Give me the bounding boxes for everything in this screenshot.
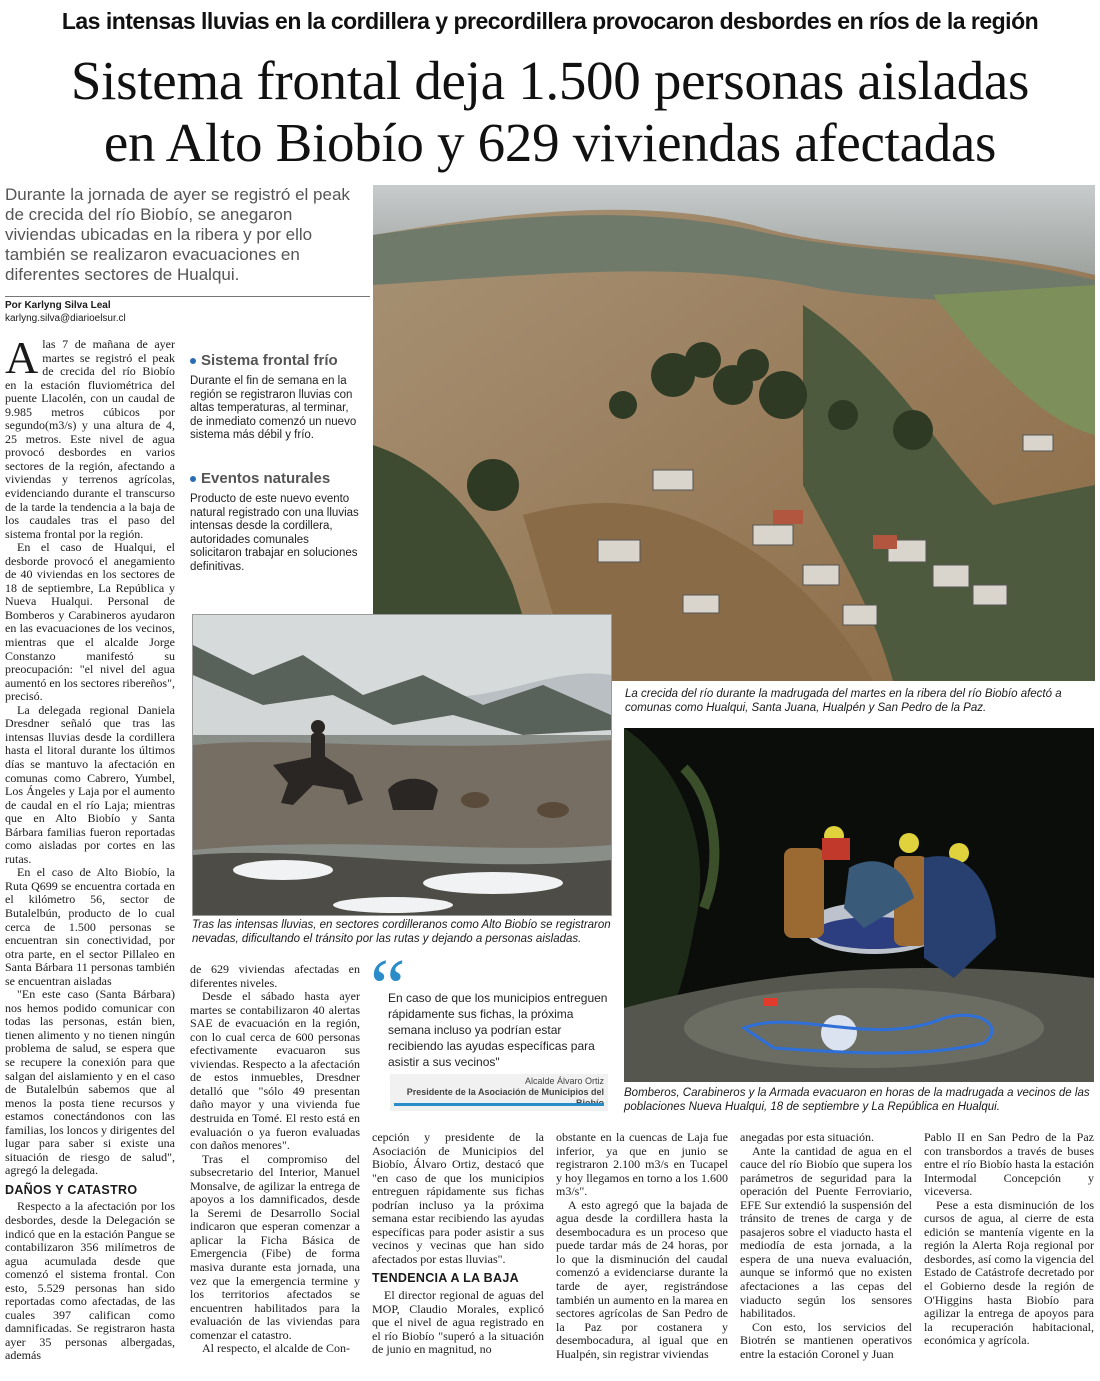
snow-crossing-illustration: [193, 615, 611, 915]
quote-role: Presidente de la Asociación de Municipios del: [406, 1087, 604, 1097]
col1-paragraph-4: En el caso de Alto Biobío, la Ruta Q699 se encuentra cortada en el kilómetro 56, sector de Butalelbún, producto de lo cual cerca de 1.500 personas se encuentran sin conectividad, por otra parte, en el sector Pillaleo en Santa Bárbara 11 personas también se encuentran aisladas: [5, 865, 175, 988]
subhead-tendencia: TENDENCIA A LA BAJA: [372, 1271, 519, 1286]
aerial-photo-caption: La crecida del río durante la madrugada del martes en la ribera del río Biobío afectó a comunas como Hualqui, Santa Juana, Hualpén y San Pedro de la Paz.: [625, 688, 1062, 714]
night-rescue-photo: [624, 728, 1094, 1082]
bullet-dot-icon: [190, 358, 196, 364]
aerial-flood-photo: [373, 185, 1095, 681]
col2-paragraph-2: Desde el sábado hasta ayer martes se contabilizaron 40 alertas SAE de evacuación en la región, con lo cual cerca de 600 personas efectivamente evacuaron sus viviendas. Respecto a la afectación de estos inmuebles, Dresdner detalló que "sólo 49 presentan daño mayor y una vivienda fue destruida en Tomé. El resto está en evaluación o ya fueron evaluadas con daños menores".: [190, 989, 360, 1153]
col5-paragraph-2: Ante la cantidad de agua en el cauce del río Biobío que supera los parámetros de seguridad para la operación del Puente Ferroviario, EFE Sur extendió la suspensión del tránsito de trenes de carga y de pasajeros sobre el viaducto hasta el mediodía de esta jornada, a la espera de una nueva evaluación, aunque se informó que no existen afectaciones a las cepas del viaducto según los sensores habilitados.: [740, 1143, 912, 1321]
pull-quote: [370, 944, 610, 1113]
col1-paragraph-1: las 7 de mañana de ayer martes se registró el peak de crecida del río Biobío en la estación fluviométrica del puente Llacolén, con un caudal de 9.985 metros cúbicos por segundo(m3/s) y una altura de 4, 25 metros. Este nivel de agua provocó desbordes en varios sectores de la región, afectando a viviendas y terrenos agrícolas, evidenciando durante el transcurso de la tarde la tendencia a la baja de los caudales tras el paso del sistema frontal por la región.: [5, 337, 175, 541]
col4-paragraph-1: obstante en la cuencas de Laja fue inferior, ya que en junio se registraron 2.100 m3/s en Tucapel y hoy llegamos en torno a los 1.600 m3/s".: [556, 1130, 728, 1199]
article-column-3: [372, 1131, 544, 1357]
article-column-4: [556, 1131, 728, 1361]
col5-paragraph-3: Con esto, los servicios del Biotrén se mantienen operativos entre la estación Coronel y Juan: [740, 1319, 912, 1361]
article-column-6: [924, 1131, 1094, 1348]
col3-paragraph-1: cepción y presidente de la Asociación de Municipios del Biobío, Álvaro Ortiz, destacó que "en caso de que los municipios entreguen rápidamente sus fichas podrían incluso ya la próxima semana estar recibiendo las ayudas específicas para poder asistir a sus vecinos y vecinas que han sido afectados por estas lluvias".: [372, 1130, 544, 1266]
lead-paragraph: Durante la jornada de ayer se registró el peak de crecida del río Biobío, se anegaron viviendas ubicadas en la ribera y por ello también se realizaron evacuaciones en diferentes sectores de Hualqui.: [5, 185, 350, 284]
subhead-danos: DAÑOS Y CATASTRO: [5, 1182, 138, 1197]
col1-paragraph-3: La delegada regional Daniela Dresdner señaló que tras las intensas lluvias desde la cordillera hasta el litoral durante los últimos días se mantuvo la afectación en comunas como Cabrero, Yumbel, Los Ángeles y Laja por el aumento de caudal en el río Laja; mientras que en Alto Biobío y Santa Bárbara familias fueron reportadas como aisladas por cortes en las rutas.: [5, 702, 175, 866]
night-rescue-illustration: [624, 728, 1094, 1082]
headline-line-1: Sistema frontal deja 1.500 personas aisladas: [70, 50, 1030, 111]
quote-text: En caso de que los municipios entreguen rápidamente sus fichas, la próxima semana incluso ya podrían estar recibiendo las ayudas específicas para asistir a sus vecinos": [388, 991, 608, 1069]
col2-paragraph-3: Tras el compromiso del subsecretario del Interior, Manuel Monsalve, de agilizar la entrega de apoyos a los damnificados, desde la Seremi de Desarrollo Social indicaron que esperan comenzar a aplicar la Ficha Básica de Emergencia (Fibe) de forma masiva durante esta jornada, una vez que la emergencia termine y los territorios afectados se encuentren habilitados para la evaluación de las viviendas para comenzar el catastro.: [190, 1151, 360, 1342]
col4-paragraph-2: A esto agregó que la bajada de agua desde la cordillera hasta la desembocadura es un proceso que puede tardar más de 24 horas, por lo que la disminución del caudal comenzó a evidenciarse durante la tarde de ayer, registrándose también un aumento en la marea en sectores agrícolas de San Pedro de la Paz por costanera y desembocadura, al igual que en Hualpén, sin registrar viviendas: [556, 1197, 728, 1361]
snow-crossing-photo: [192, 614, 612, 916]
article-column-1: [5, 332, 175, 1363]
col1-paragraph-5: "En este caso (Santa Bárbara) nos hemos podido comunicar con todas las personas, están bien, tienen alimento y no tienen ningún problema de salud, se espera que se recupere la conexión para que salgan del aislamiento y en el caso de Butalelbún sabemos que al menos la posta tiene recursos y estamos conectándonos con las familias, los loncos y dirigentes del lugar para saber si existe una situación de riesgo de salud", agregó la delegada.: [5, 987, 175, 1178]
kicker: Las intensas lluvias en la cordillera y precordillera provocaron desbordes en ríos de la región: [61, 8, 1039, 34]
article-column-2: [190, 963, 360, 1356]
info-box-2: [190, 470, 360, 574]
col3-paragraph-2: El director regional de aguas del MOP, Claudio Morales, explicó que el nivel de agua registrado en el río Biobío "superó a la situación de junio en magnitud, no: [372, 1288, 544, 1357]
col6-paragraph-1: Pablo II en San Pedro de la Paz con transbordos a través de buses entre el río Biobío hasta la estación Intermodal Concepción y viceversa.: [924, 1130, 1094, 1199]
byline-email: karlyng.silva@diarioelsur.cl: [5, 313, 126, 324]
col5-paragraph-1: anegadas por esta situación.: [740, 1130, 874, 1144]
bullet-dot-icon: [190, 476, 196, 482]
info-box-1-title: Sistema frontal frío: [190, 352, 360, 369]
byline-author: Por Karlyng Silva Leal: [5, 300, 111, 311]
dropcap: A: [5, 332, 39, 383]
info-box-2-text: Producto de este nuevo evento natural registrado con una lluvias intensas desde la cordillera, autoridades comunales solicitaron trabajar en soluciones definitivas.: [190, 493, 359, 573]
snow-photo-caption: Tras las intensas lluvias, en sectores cordilleranos como Alto Biobío se registraron nevadas, dificultando el tránsito por las rutas y dejando a personas aisladas.: [192, 919, 611, 945]
info-box-1: [190, 352, 360, 443]
article-column-5: [740, 1131, 912, 1361]
col1-paragraph-2: En el caso de Hualqui, el desborde provocó el anegamiento de 40 viviendas en los sectores de 18 de septiembre, La República y Nueva Hualqui. Personal de Bomberos y Carabineros ayudaron en las evacuaciones de los vecinos, mientras que el alcalde Jorge Constanzo manifestó su preocupación: "el nivel del agua aumentó en los sectores ribereños", precisó.: [5, 540, 175, 704]
byline: [5, 296, 370, 325]
night-photo-caption: Bomberos, Carabineros y la Armada evacuaron en horas de la madrugada a vecinos de las poblaciones Nueva Hualqui, 18 de septiembre y La República en Hualqui.: [624, 1087, 1090, 1113]
quote-underline: [394, 1103, 604, 1106]
headline: [0, 50, 1100, 174]
col6-paragraph-2: Pese a esta disminución de los cursos de agua, al cierre de esta edición se mantenía vigente en la región la Alerta Roja regional por desbordes, así como la vigencia del Estado de Catástrofe decretado por el Gobierno desde la región de O'Higgins hasta Biobío para agilizar la entrega de apoyos para la recuperación habitacional, económica y agrícola.: [924, 1197, 1094, 1348]
aerial-flood-illustration: [373, 185, 1095, 681]
quote-name: Alcalde Álvaro Ortiz: [524, 1076, 604, 1086]
col2-paragraph-1: de 629 viviendas afectadas en diferentes niveles.: [190, 962, 360, 990]
col2-paragraph-4: Al respecto, el alcalde de Con-: [202, 1341, 350, 1356]
headline-line-2: en Alto Biobío y 629 viviendas afectadas: [103, 112, 997, 173]
quote-mark-icon: “: [370, 944, 406, 1032]
info-box-2-title: Eventos naturales: [190, 470, 360, 487]
col1-paragraph-6: Respecto a la afectación por los desbordes, desde la Delegación se indicó que en la estación Pangue se contabilizaron 356 milímetros de agua acumulada desde que comenzó el sistema frontal. Con esto, 5.529 personas han sido reportadas como afectadas, de las cuales 397 califican como damnificadas. Se registraron hasta ayer 35 personas albergadas, además: [5, 1199, 175, 1363]
info-box-1-text: Durante el fin de semana en la región se registraron lluvias con altas temperaturas, al terminar, de inmediato comenzó un nuevo sistema más débil y frío.: [190, 375, 357, 441]
